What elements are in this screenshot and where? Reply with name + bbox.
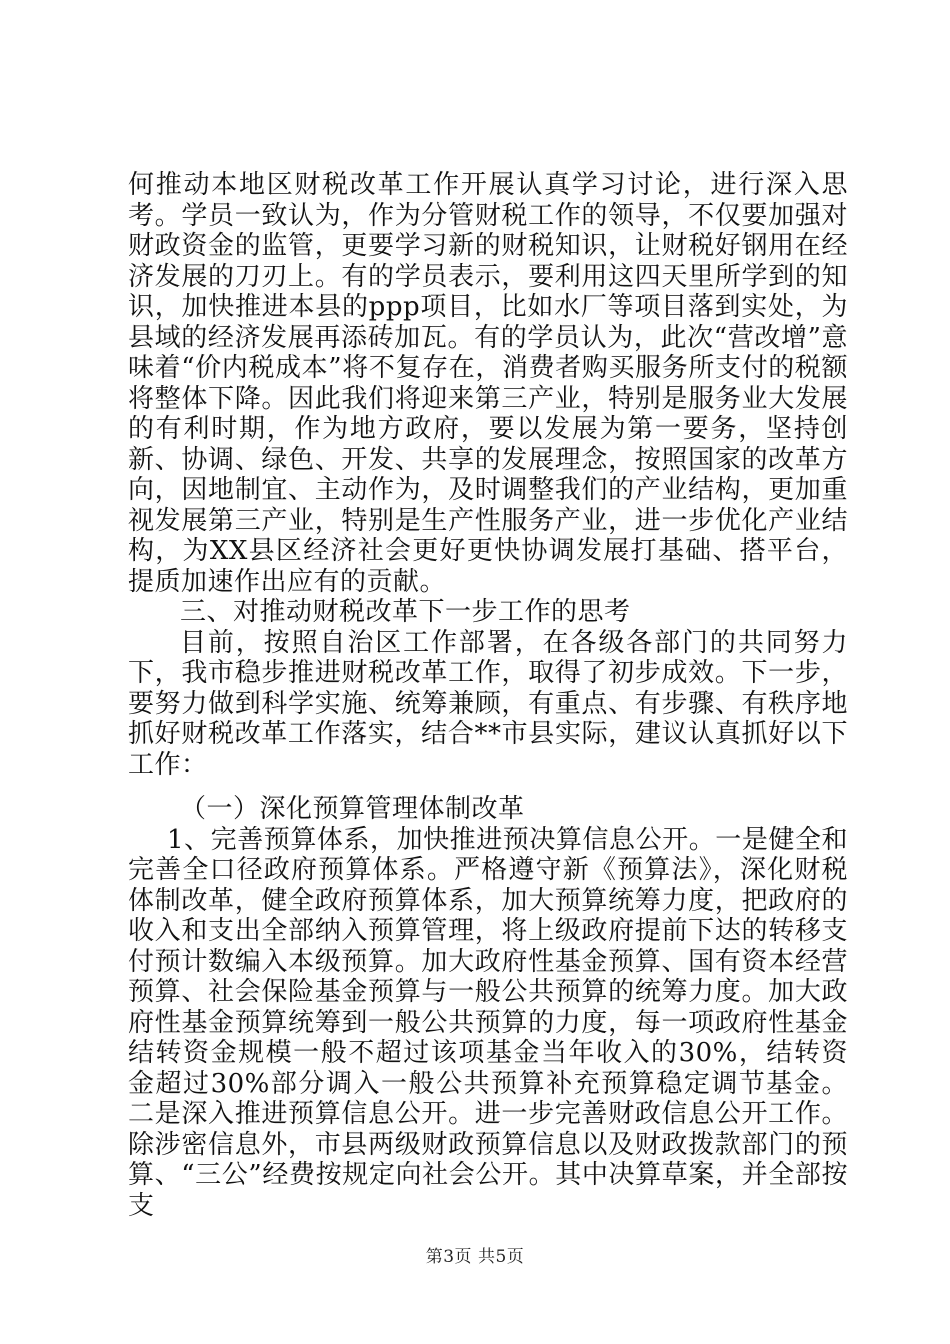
- page-number-footer: 第3页 共5页: [425, 1247, 525, 1267]
- paragraph-continued: 何推动本地区财税改革工作开展认真学习讨论，进行深入思考。学员一致认为，作为分管财税工作的领导，不仅要加强对财政资金的监管，更要学习新的财税知识，让财税好钢用在经济发展的刀刃上。有的学员表示，要利用这四天里所学到的知识，加快推进本县的ppp项目，比如水厂等项目落到实处，为县域的经济发展再添砖加瓦。有的学员认为，此次“营改增”意味着“价内税成本”将不复存在，消费者购买服务所支付的税额将整体下降。因此我们将迎来第三产业，特别是服务业大发展的有利时期，作为地方政府，要以发展为第一要务，坚持创新、协调、绿色、开发、共享的发展理念，按照国家的改革方向，因地制宜、主动作为，及时调整我们的产业结构，更加重视发展第三产业，特别是生产性服务产业，进一步优化产业结构，为XX县区经济社会更好更快协调发展打基础、搭平台，提质加速作出应有的贡献。: [128, 170, 848, 597]
- paragraph-section-three-intro: 目前，按照自治区工作部署，在各级各部门的共同努力下，我市稳步推进财税改革工作，取得了初步成效。下一步，要努力做到科学实施、统筹兼顾，有重点、有步骤、有秩序地抓好财税改革工作落实，结合**市县实际，建议认真抓好以下工作：: [128, 627, 848, 780]
- subsection-heading-one: （一）深化预算管理体制改革: [180, 794, 525, 824]
- section-heading-three: 三、对推动财税改革下一步工作的思考: [180, 597, 631, 627]
- document-body: [128, 170, 848, 1221]
- paragraph-budget-system: 1、完善预算体系，加快推进预决算信息公开。一是健全和完善全口径政府预算体系。严格遵守新《预算法》，深化财税体制改革，健全政府预算体系，加大预算统筹力度，把政府的收入和支出全部纳入预算管理，将上级政府提前下达的转移支付预计数编入本级预算。加大政府性基金预算、国有资本经营预算、社会保险基金预算与一般公共预算的统筹力度。加大政府性基金预算统筹到一般公共预算的力度，每一项政府性基金结转资金规模一般不超过该项基金当年收入的30%，结转资金超过30%部分调入一般公共预算补充预算稳定调节基金。二是深入推进预算信息公开。进一步完善财政信息公开工作。除涉密信息外，市县两级财政预算信息以及财政拨款部门的预算、“三公”经费按规定向社会公开。其中决算草案，并全部按支: [128, 824, 848, 1221]
